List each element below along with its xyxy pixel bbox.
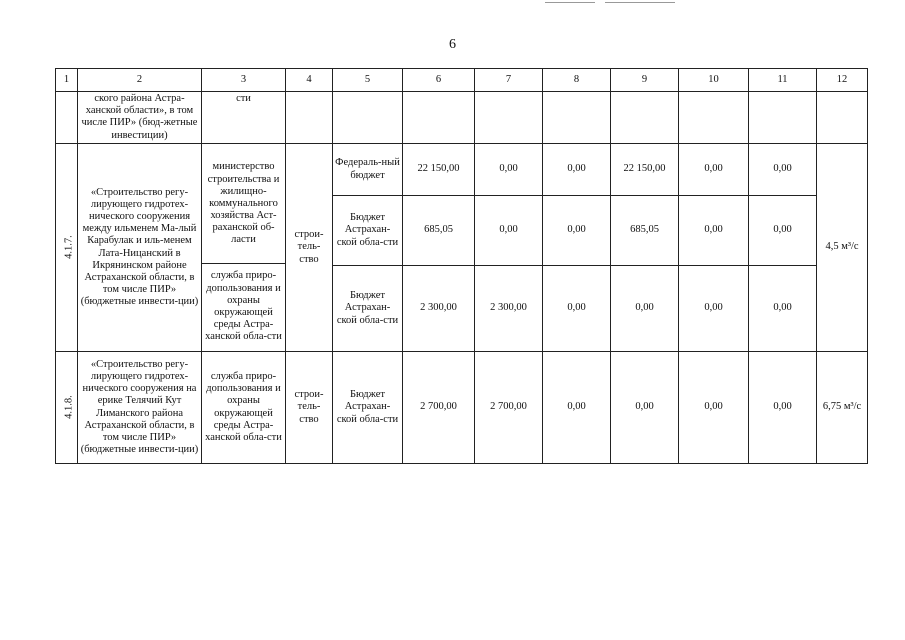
column-header: 7 bbox=[475, 69, 543, 92]
work-type: строи-тель-ство bbox=[286, 352, 333, 464]
value-cell: 685,05 bbox=[611, 196, 679, 266]
item-number: 4.1.8. bbox=[63, 395, 75, 420]
header-row bbox=[56, 69, 868, 92]
executor-secondary: служба приро-допользования и охраны окружающей среды Астра-ханской обла-сти bbox=[205, 270, 282, 343]
funding-source: Федераль-ный бюджет bbox=[333, 144, 403, 196]
item-number-cell bbox=[56, 144, 78, 352]
scan-artifact-line bbox=[545, 2, 595, 3]
table-row bbox=[56, 144, 868, 196]
value-cell: 0,00 bbox=[749, 352, 817, 464]
continuation-row bbox=[56, 92, 868, 144]
scan-artifact-line bbox=[605, 2, 675, 3]
value-cell: 22 150,00 bbox=[611, 144, 679, 196]
capacity-cell: 4,5 м³/с bbox=[817, 144, 868, 352]
item-description: «Строительство регу-лирующего гидротех-нического сооружения на ерике Телячий Кут Лиманского района Астраханской области, в том числе ПИР» (бюджетные инвести-ции) bbox=[78, 352, 202, 464]
column-header: 6 bbox=[403, 69, 475, 92]
funding-source: Бюджет Астрахан-ской обла-сти bbox=[333, 352, 403, 464]
item-description: «Строительство регу-лирующего гидротех-нического сооружения между ильменем Ма-лый Карабулак и иль-менем Лата-Ницанский в Икрянинском районе Астраханской области, в том числе ПИР» (бюджетные инвести-ции) bbox=[78, 144, 202, 352]
value-cell: 0,00 bbox=[611, 266, 679, 352]
value-cell: 0,00 bbox=[679, 266, 749, 352]
funding-source: Бюджет Астрахан-ской обла-сти bbox=[333, 266, 403, 352]
value-cell: 0,00 bbox=[475, 144, 543, 196]
executor-primary: министерство строительства и жилищно-коммунального хозяйства Аст-раханской об-ласти bbox=[202, 145, 285, 264]
program-table bbox=[55, 68, 868, 464]
value-cell: 0,00 bbox=[679, 144, 749, 196]
continuation-executor: сти bbox=[202, 92, 286, 144]
item-number: 4.1.7. bbox=[63, 235, 75, 260]
value-cell: 0,00 bbox=[543, 266, 611, 352]
table-row bbox=[56, 352, 868, 464]
value-cell: 2 700,00 bbox=[403, 352, 475, 464]
value-cell: 685,05 bbox=[403, 196, 475, 266]
capacity-cell: 6,75 м³/с bbox=[817, 352, 868, 464]
value-cell: 2 300,00 bbox=[475, 266, 543, 352]
column-header: 10 bbox=[679, 69, 749, 92]
value-cell: 0,00 bbox=[611, 352, 679, 464]
column-header: 11 bbox=[749, 69, 817, 92]
column-header: 1 bbox=[56, 69, 78, 92]
value-cell: 2 700,00 bbox=[475, 352, 543, 464]
value-cell: 0,00 bbox=[679, 196, 749, 266]
column-header: 4 bbox=[286, 69, 333, 92]
column-header: 3 bbox=[202, 69, 286, 92]
page-number: 6 bbox=[449, 37, 456, 52]
value-cell: 0,00 bbox=[679, 352, 749, 464]
value-cell: 2 300,00 bbox=[403, 266, 475, 352]
column-header: 9 bbox=[611, 69, 679, 92]
value-cell: 0,00 bbox=[475, 196, 543, 266]
value-cell: 0,00 bbox=[543, 352, 611, 464]
item-number-cell bbox=[56, 352, 78, 464]
value-cell: 22 150,00 bbox=[403, 144, 475, 196]
continuation-description: ского района Астра-ханской области», в том числе ПИР» (бюд-жетные инвестиции) bbox=[78, 92, 202, 144]
value-cell: 0,00 bbox=[749, 144, 817, 196]
value-cell: 0,00 bbox=[749, 196, 817, 266]
column-header: 2 bbox=[78, 69, 202, 92]
column-header: 5 bbox=[333, 69, 403, 92]
value-cell: 0,00 bbox=[543, 196, 611, 266]
executor: служба приро-допользования и охраны окружающей среды Астра-ханской обла-сти bbox=[202, 352, 286, 464]
value-cell: 0,00 bbox=[749, 266, 817, 352]
work-type: строи-тель-ство bbox=[286, 144, 333, 352]
funding-source: Бюджет Астрахан-ской обла-сти bbox=[333, 196, 403, 266]
column-header: 8 bbox=[543, 69, 611, 92]
value-cell: 0,00 bbox=[543, 144, 611, 196]
column-header: 12 bbox=[817, 69, 868, 92]
executor-cell bbox=[202, 144, 286, 352]
